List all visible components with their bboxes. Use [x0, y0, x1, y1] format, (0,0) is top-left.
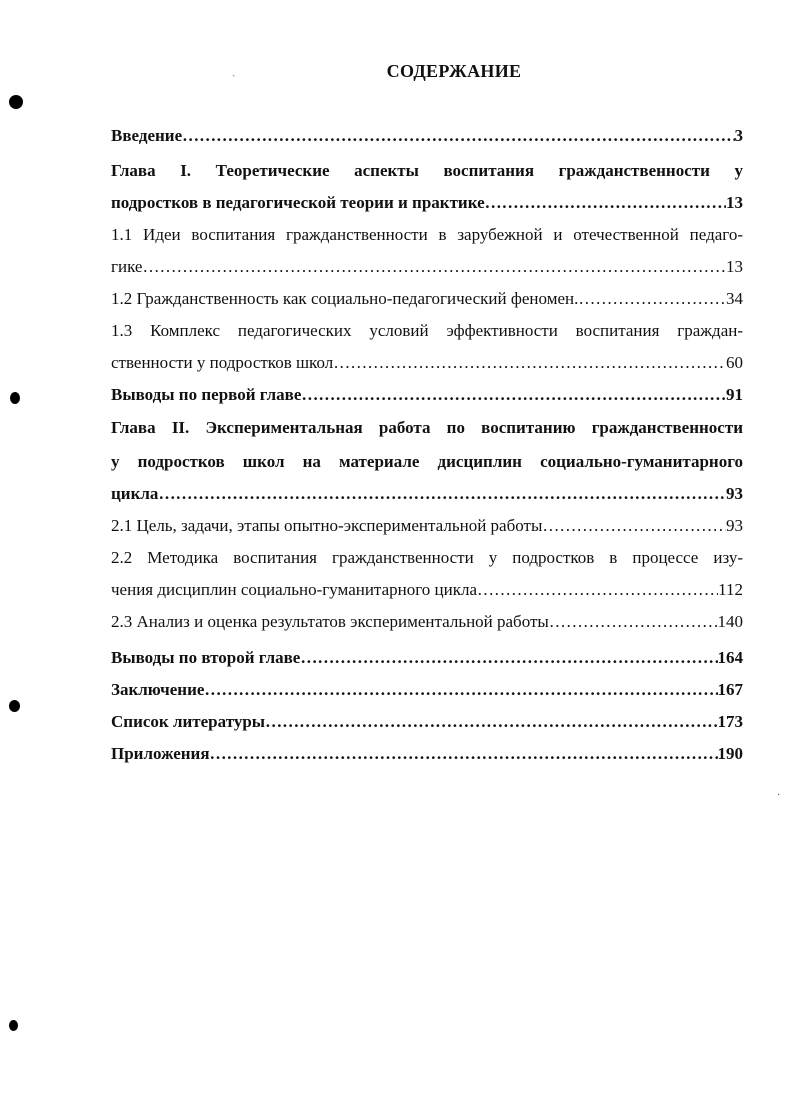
toc-entry-1-3-cont[interactable]	[111, 347, 743, 379]
toc-page-number: 3	[734, 126, 743, 145]
toc-entry-2-2-cont[interactable]	[111, 574, 743, 606]
toc-entry-1-1-cont[interactable]	[111, 251, 743, 283]
hole-punch-mark	[9, 95, 23, 109]
toc-entry-chapter-2-end[interactable]	[111, 478, 743, 510]
toc-entry-chapter-2[interactable]: Глава II. Экспериментальная работа по воспитанию гражданственности	[111, 418, 743, 437]
toc-page-number: 112	[718, 580, 743, 599]
toc-entry-title: гике	[111, 257, 143, 276]
toc-entry-title: Выводы по второй главе	[111, 648, 301, 667]
toc-entry-title: 2.3 Анализ и оценка результатов экспериментальной работы	[111, 612, 549, 631]
dot-leader	[333, 347, 726, 379]
toc-entry-references[interactable]	[111, 706, 743, 738]
dot-leader	[300, 642, 717, 674]
page-title: СОДЕРЖАНИЕ	[386, 61, 522, 81]
toc-page-number: 164	[717, 648, 743, 667]
toc-entry-2-2[interactable]: 2.2 Методика воспитания гражданственности у подростков в процессе изу-	[111, 548, 743, 567]
toc-entry-title: Список литературы	[111, 712, 266, 731]
dot-leader	[182, 120, 734, 152]
toc-entry-title: Приложения	[111, 744, 210, 763]
toc-entry-title: чения дисциплин социально-гуманитарного цикла	[111, 580, 477, 599]
dot-leader	[485, 187, 726, 219]
toc-entry-chapter-1-cont[interactable]	[111, 187, 743, 219]
toc-entry-title: Выводы по первой главе	[111, 385, 302, 404]
toc-entry-1-3[interactable]: 1.3 Комплекс педагогических условий эффективности воспитания граждан-	[111, 321, 743, 340]
toc-entry-2-1[interactable]	[111, 510, 743, 542]
dot-leader	[477, 574, 718, 606]
toc-entry-chapter-2-cont[interactable]: у подростков школ на материале дисциплин социально-гуманитарного	[111, 452, 743, 471]
toc-page-number: 34	[726, 289, 743, 308]
toc-page-number: 60	[726, 353, 743, 372]
dot-leader	[549, 606, 718, 638]
toc-entry-appendices[interactable]	[111, 738, 743, 770]
dot-leader	[301, 379, 726, 411]
hole-punch-mark	[9, 1020, 18, 1031]
toc-page-number: 93	[726, 516, 743, 535]
dot-leader	[542, 510, 726, 542]
toc-entry-1-1[interactable]: 1.1 Идеи воспитания гражданственности в зарубежной и отечественной педаго-	[111, 225, 743, 244]
toc-entry-title: цикла	[111, 484, 159, 503]
dot-leader	[578, 283, 726, 315]
toc-entry-title: Введение	[111, 126, 183, 145]
toc-page-number: 13	[726, 193, 743, 212]
hole-punch-mark	[10, 392, 20, 404]
toc-page-number: 140	[717, 612, 743, 631]
toc-entry-conclusion[interactable]	[111, 674, 743, 706]
dot-leader	[204, 674, 717, 706]
toc-entry-title: ственности у подростков школ	[111, 353, 334, 372]
dot-leader	[265, 706, 717, 738]
toc-entry-conclusions-2[interactable]	[111, 642, 743, 674]
scan-speck: ·	[777, 790, 781, 801]
toc-page-number: 190	[717, 744, 743, 763]
toc-page-number: 91	[726, 385, 743, 404]
toc-entry-title: Заключение	[111, 680, 205, 699]
toc-entry-2-3[interactable]	[111, 606, 743, 638]
toc-entry-title: 1.2 Гражданственность как социально-педагогический феномен.	[111, 289, 579, 308]
toc-entry-introduction[interactable]	[111, 120, 743, 152]
dot-leader	[158, 478, 726, 510]
hole-punch-mark	[9, 700, 20, 712]
dot-leader	[142, 251, 726, 283]
dot-leader	[210, 738, 718, 770]
toc-entry-conclusions-1[interactable]	[111, 379, 743, 411]
toc-entry-1-2[interactable]	[111, 283, 743, 315]
scan-speck: ˏ	[232, 66, 236, 77]
toc-entry-chapter-1[interactable]: Глава I. Теоретические аспекты воспитания гражданственности у	[111, 161, 743, 180]
toc-page-number: 13	[726, 257, 743, 276]
toc-page-number: 173	[717, 712, 743, 731]
toc-page-number: 93	[726, 484, 743, 503]
toc-page-number: 167	[717, 680, 743, 699]
toc-entry-title: подростков в педагогической теории и практике	[111, 193, 485, 212]
toc-entry-title: 2.1 Цель, задачи, этапы опытно-экспериментальной работы	[111, 516, 543, 535]
